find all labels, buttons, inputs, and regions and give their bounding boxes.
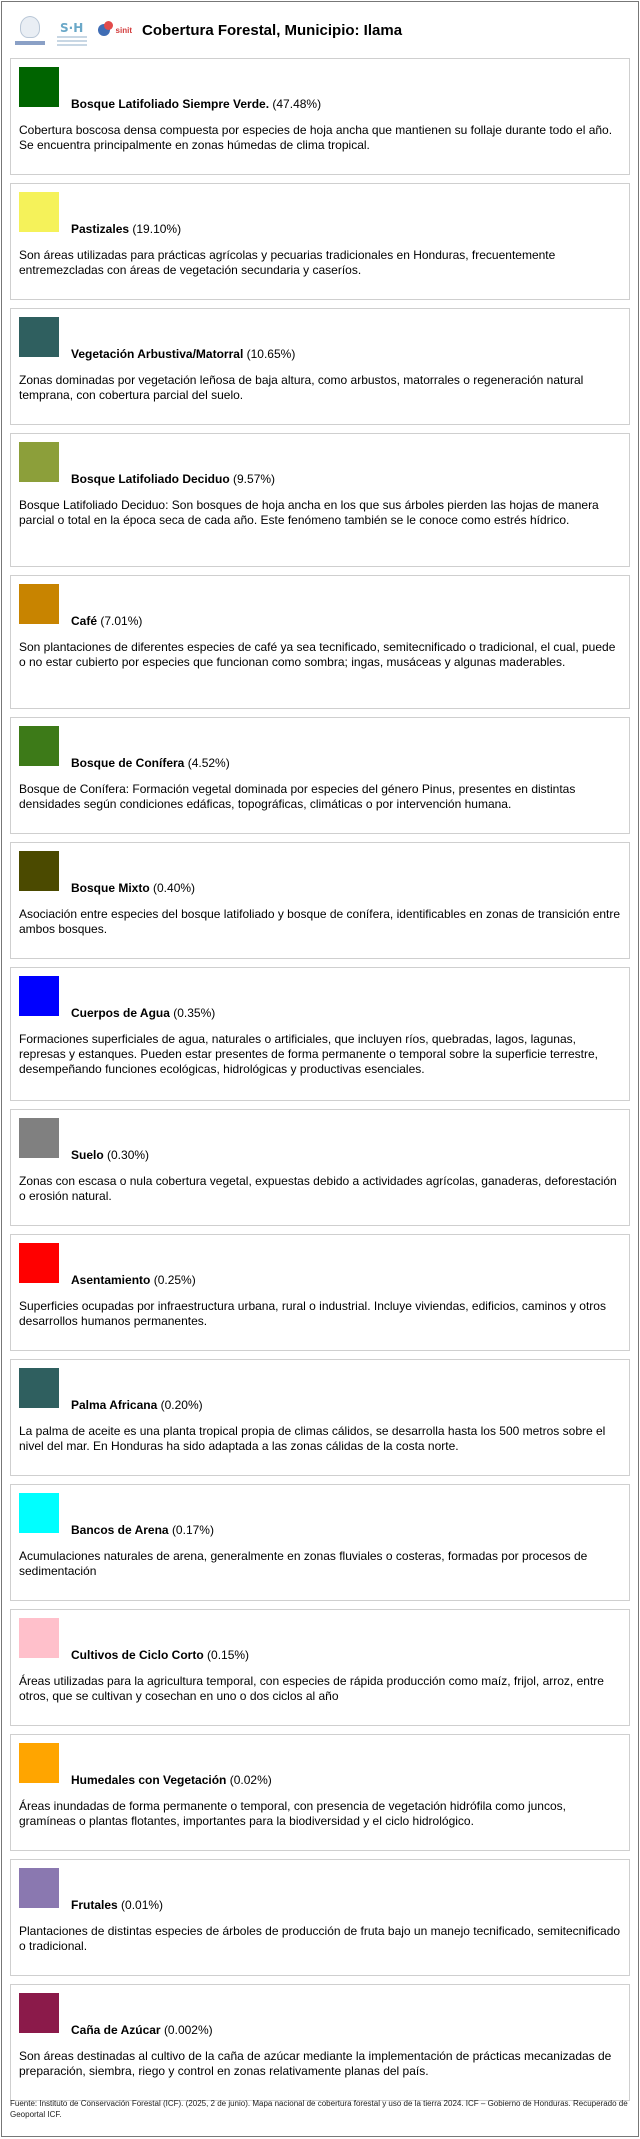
category-percent: (0.002%) (163, 2023, 213, 2037)
category-percent: (0.15%) (207, 1648, 250, 1662)
header (2, 2, 638, 58)
crest-icon (20, 16, 40, 38)
sh-mark-icon: S·H (60, 21, 84, 35)
page (1, 1, 639, 2137)
category-name: Palma Africana (71, 1398, 158, 1412)
color-swatch (19, 1618, 59, 1658)
category-percent: (0.40%) (153, 881, 196, 895)
legend-card (10, 1859, 630, 1976)
category-label (71, 1522, 214, 1538)
honduras-logo (14, 12, 46, 48)
category-percent: (0.20%) (160, 1398, 203, 1412)
category-label (71, 346, 295, 362)
category-percent: (0.25%) (153, 1273, 196, 1287)
category-name: Bosque Mixto (71, 881, 150, 895)
category-name: Bosque Latifoliado Siempre Verde. (71, 97, 270, 111)
category-percent: (47.48%) (272, 97, 322, 111)
category-description: Áreas utilizadas para la agricultura temporal, con especies de rápida producción como maíz, frijol, arroz, entre otros, que se cultivan y cosechan en uno o dos ciclos al año (19, 1674, 604, 1703)
legend-card (10, 1109, 630, 1226)
category-label (71, 1005, 215, 1021)
color-swatch (19, 317, 59, 357)
category-label (71, 1897, 163, 1913)
category-label (71, 1147, 149, 1163)
sinit-logo-text: sinit (115, 25, 132, 35)
legend-card (10, 575, 630, 709)
legend-card (10, 58, 630, 175)
category-description: Bosque de Conífera: Formación vegetal dominada por especies del género Pinus, presentes en distintas densidades según condiciones edáficas, topográficas, climáticas o por intervención humana. (19, 782, 576, 811)
category-description: Zonas dominadas por vegetación leñosa de baja altura, como arbustos, matorrales o regeneración natural temprana, con cobertura parcial del suelo. (19, 373, 584, 402)
category-name: Bosque de Conífera (71, 756, 185, 770)
category-percent: (0.17%) (171, 1523, 214, 1537)
category-percent: (0.30%) (107, 1148, 150, 1162)
color-swatch (19, 726, 59, 766)
category-description: Plantaciones de distintas especies de árboles de producción de fruta bajo un manejo tecnificado, semitecnificado o tradicional. (19, 1924, 621, 1953)
category-name: Caña de Azúcar (71, 2023, 161, 2037)
color-swatch (19, 192, 59, 232)
category-description: Son plantaciones de diferentes especies de café ya sea tecnificado, semitecnificado o tradicional, el cual, puede o no estar cubierto por especies que funcionan como sombra; ingas, musáceas y algunas maderables. (19, 640, 616, 669)
category-description: Superficies ocupadas por infraestructura urbana, rural o industrial. Incluye viviendas, edificios, caminos y otros desarrollos humanos permanentes. (19, 1299, 606, 1328)
category-name: Bosque Latifoliado Deciduo (71, 472, 230, 486)
category-percent: (7.01%) (100, 614, 143, 628)
sinit-mark-icon (98, 24, 110, 36)
category-percent: (0.01%) (121, 1898, 164, 1912)
category-description: Zonas con escasa o nula cobertura vegetal, expuestas debido a actividades agrícolas, ganaderas, deforestación o erosión natural. (19, 1174, 617, 1203)
category-name: Frutales (71, 1898, 118, 1912)
category-name: Vegetación Arbustiva/Matorral (71, 347, 244, 361)
category-name: Suelo (71, 1148, 104, 1162)
color-swatch (19, 584, 59, 624)
category-label (71, 1397, 203, 1413)
category-percent: (0.35%) (173, 1006, 216, 1020)
category-label (71, 2022, 213, 2038)
category-label (71, 96, 321, 112)
category-description: Áreas inundadas de forma permanente o temporal, con presencia de vegetación hidrófila como juncos, gramíneas o plantas flotantes, importantes para la biodiversidad y el ciclo hidrológico. (19, 1799, 566, 1828)
legend-card (10, 717, 630, 834)
category-name: Pastizales (71, 222, 130, 236)
legend-card (10, 183, 630, 300)
color-swatch (19, 67, 59, 107)
logo-wordmark (15, 41, 45, 45)
category-label (71, 1772, 272, 1788)
color-swatch (19, 851, 59, 891)
category-description: Bosque Latifoliado Deciduo: Son bosques de hoja ancha en los que sus árboles pierden las hojas de manera parcial o total en la época seca de cada año. Este fenómeno también se le conoce como estrés hídrico. (19, 498, 599, 527)
legend-card (10, 1609, 630, 1726)
legend-cards (10, 58, 630, 2109)
category-description: Asociación entre especies del bosque latifoliado y bosque de conífera, identificables en zonas de transición entre ambos bosques. (19, 907, 621, 936)
category-name: Bancos de Arena (71, 1523, 169, 1537)
category-name: Humedales con Vegetación (71, 1773, 227, 1787)
color-swatch (19, 1868, 59, 1908)
color-swatch (19, 1118, 59, 1158)
legend-card (10, 433, 630, 567)
color-swatch (19, 1368, 59, 1408)
category-percent: (10.65%) (246, 347, 296, 361)
category-label (71, 880, 195, 896)
category-name: Café (71, 614, 98, 628)
color-swatch (19, 1493, 59, 1533)
category-label (71, 613, 142, 629)
category-percent: (0.02%) (229, 1773, 272, 1787)
logos (14, 12, 132, 48)
secretaria-logo (56, 15, 88, 45)
category-label (71, 755, 230, 771)
color-swatch (19, 442, 59, 482)
legend-card (10, 1734, 630, 1851)
legend-card (10, 967, 630, 1101)
color-swatch (19, 1993, 59, 2033)
category-description: Cobertura boscosa densa compuesta por especies de hoja ancha que mantienen su follaje durante todo el año. Se encuentra principalmente en zonas húmedas de clima tropical. (19, 123, 613, 152)
legend-card (10, 1484, 630, 1601)
legend-card (10, 308, 630, 425)
logo-lines (57, 36, 87, 38)
category-percent: (9.57%) (233, 472, 276, 486)
category-name: Cultivos de Ciclo Corto (71, 1648, 204, 1662)
category-label (71, 221, 181, 237)
category-description: Acumulaciones naturales de arena, generalmente en zonas fluviales o costeras, formadas por procesos de sedimentación (19, 1549, 588, 1578)
legend-card (10, 842, 630, 959)
color-swatch (19, 976, 59, 1016)
color-swatch (19, 1743, 59, 1783)
category-description: Son áreas destinadas al cultivo de la caña de azúcar mediante la implementación de prácticas mecanizadas de preparación, siembra, riego y control en zonas relativamente planas del país. (19, 2049, 612, 2078)
category-label (71, 471, 275, 487)
legend-card (10, 1234, 630, 1351)
page-title: Cobertura Forestal, Municipio: Ilama (142, 21, 403, 39)
legend-card (10, 1984, 630, 2101)
category-label (71, 1272, 196, 1288)
category-percent: (19.10%) (132, 222, 182, 236)
category-description: La palma de aceite es una planta tropical propia de climas cálidos, se desarrolla hasta los 500 metros sobre el nivel del mar. En Honduras ha sido adaptada a las zonas cálidas de la costa norte. (19, 1424, 606, 1453)
source-footer: Fuente: Instituto de Conservación Forestal (ICF). (2025, 2 de junio). Mapa nacional de cobertura forestal y uso de la tierra 2024. ICF – Gobierno de Honduras. Recuperado de Geoportal ICF. (10, 2099, 628, 2119)
category-percent: (4.52%) (187, 756, 230, 770)
legend-card (10, 1359, 630, 1476)
category-label (71, 1647, 249, 1663)
sinit-logo (98, 18, 132, 42)
category-description: Formaciones superficiales de agua, naturales o artificiales, que incluyen ríos, quebradas, lagos, lagunas, represas y estanques. Pueden estar presentes de forma permanente o temporal sobre la superficie terrestre, desempeñando funciones ecológicas, hidrológicas y productivas esenciales. (19, 1032, 598, 1076)
color-swatch (19, 1243, 59, 1283)
category-name: Asentamiento (71, 1273, 151, 1287)
category-name: Cuerpos de Agua (71, 1006, 170, 1020)
category-description: Son áreas utilizadas para prácticas agrícolas y pecuarias tradicionales en Honduras, frecuentemente entremezcladas con áreas de vegetación secundaria y caseríos. (19, 248, 556, 277)
